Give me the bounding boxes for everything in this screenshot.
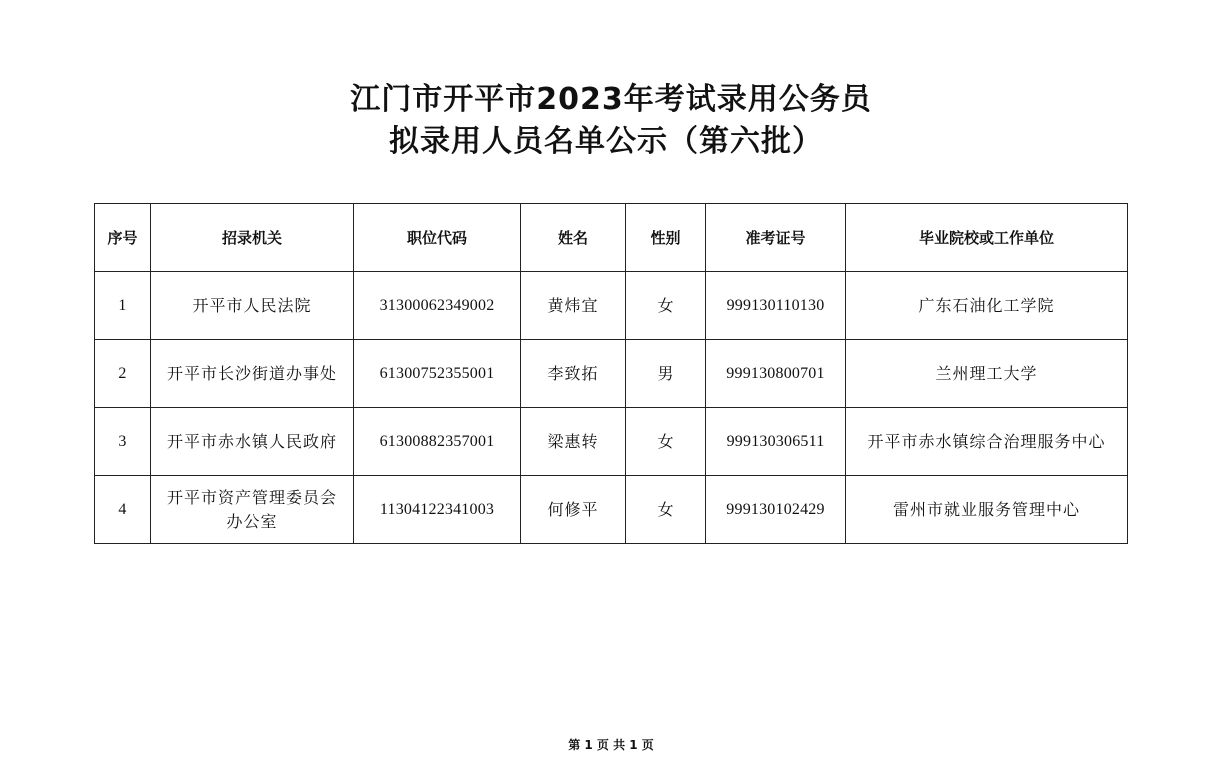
header-name: 姓名 <box>521 204 626 272</box>
cell-index: 4 <box>95 476 151 544</box>
cell-position-code: 11304122341003 <box>354 476 521 544</box>
table-row <box>95 340 1128 408</box>
cell-gender: 女 <box>626 476 706 544</box>
cell-position-code: 61300752355001 <box>354 340 521 408</box>
cell-gender: 女 <box>626 272 706 340</box>
cell-index: 2 <box>95 340 151 408</box>
table-row <box>95 476 1128 544</box>
cell-agency: 开平市人民法院 <box>151 272 354 340</box>
cell-name: 黄炜宜 <box>521 272 626 340</box>
cell-agency: 开平市资产管理委员会办公室 <box>151 476 354 544</box>
header-gender: 性别 <box>626 204 706 272</box>
cell-exam-number: 999130800701 <box>706 340 846 408</box>
document-title-line-1: 江门市开平市2023年考试录用公务员 <box>350 82 872 117</box>
cell-position-code: 31300062349002 <box>354 272 521 340</box>
cell-name: 何修平 <box>521 476 626 544</box>
cell-exam-number: 999130102429 <box>706 476 846 544</box>
cell-agency: 开平市赤水镇人民政府 <box>151 408 354 476</box>
cell-name: 李致拓 <box>521 340 626 408</box>
cell-exam-number: 999130110130 <box>706 272 846 340</box>
cell-position-code: 61300882357001 <box>354 408 521 476</box>
cell-school-or-employer: 广东石油化工学院 <box>846 272 1128 340</box>
cell-exam-number: 999130306511 <box>706 408 846 476</box>
cell-name: 梁惠转 <box>521 408 626 476</box>
header-position-code: 职位代码 <box>354 204 521 272</box>
header-agency: 招录机关 <box>151 204 354 272</box>
page-number-footer: 第 1 页 共 1 页 <box>568 738 654 752</box>
table-row <box>95 408 1128 476</box>
cell-school-or-employer: 兰州理工大学 <box>846 340 1128 408</box>
candidate-roster-table <box>94 203 1128 544</box>
cell-index: 1 <box>95 272 151 340</box>
cell-school-or-employer: 开平市赤水镇综合治理服务中心 <box>846 408 1128 476</box>
cell-gender: 男 <box>626 340 706 408</box>
header-index: 序号 <box>95 204 151 272</box>
table-header-row <box>95 204 1128 272</box>
cell-school-or-employer: 雷州市就业服务管理中心 <box>846 476 1128 544</box>
cell-agency: 开平市长沙街道办事处 <box>151 340 354 408</box>
cell-index: 3 <box>95 408 151 476</box>
document-title-line-2: 拟录用人员名单公示（第六批） <box>389 124 823 159</box>
cell-gender: 女 <box>626 408 706 476</box>
header-exam-number: 准考证号 <box>706 204 846 272</box>
header-school-or-employer: 毕业院校或工作单位 <box>846 204 1128 272</box>
table-row <box>95 272 1128 340</box>
